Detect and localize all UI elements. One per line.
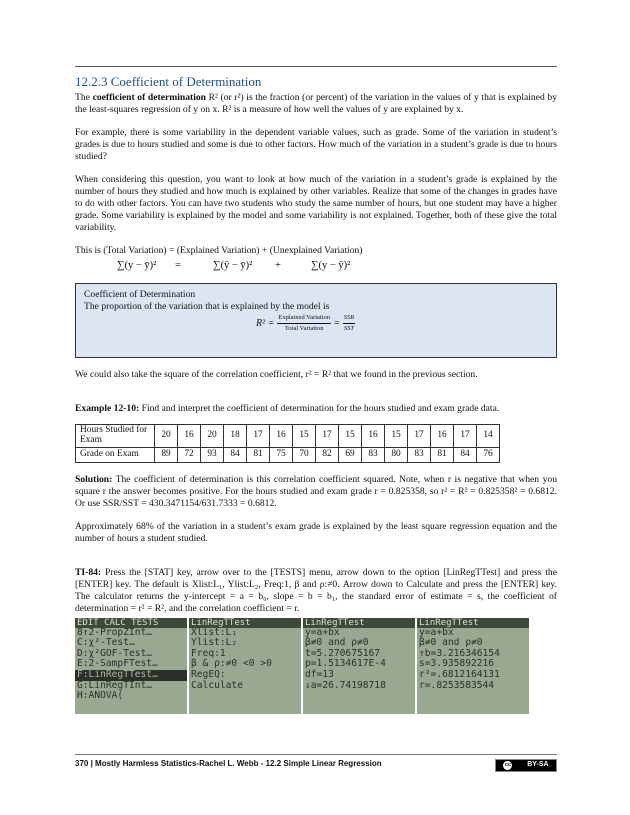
- calculator-screen-linregttest-input: LinRegTTest Xlist:L₁ Ylist:L₂ Freq:1 β & ρ:≠0 <0 >0 RegEQ: Calculate: [189, 618, 301, 714]
- definition-text: The proportion of the variation that is explained by the model is: [84, 301, 330, 313]
- example-statement: Example 12-10: Find and interpret the coefficient of determination for the hours studied and exam grade data.: [75, 403, 500, 415]
- ti84-instructions: TI-84: Press the [STAT] key, arrow over to the [TESTS] menu, arrow down to the option [LinRegTTest] and press the [ENTER] key. The default is Xlist:L₁, Ylist:L₂, Freq:1, β and ρ:≠0. Arrow down to Calculate and press the [ENTER] key. The calculator returns the y-intercept = a = b₀, slope = b = b₁, the standard error of estimate = s, the coefficient of determination = r² = R², and the correlation coefficient = r.: [75, 566, 557, 614]
- footer-text: 370 | Mostly Harmless Statistics-Rachel L. Webb - 12.2 Simple Linear Regression: [75, 759, 382, 768]
- top-rule: [75, 66, 557, 67]
- table-row: Grade on Exam 89 72 93 84 81 75 70 82 69 83 80 83 81 84 76: [76, 447, 500, 462]
- page-content: [75, 66, 557, 714]
- row-header-hours: Hours Studied for Exam: [76, 425, 155, 448]
- calculator-screen-results-1: LinRegTTest y=a+bx β≠0 and ρ≠0 t=5.270675167 p=1.5134617E-4 df=13 ↓a=26.74198718: [303, 618, 415, 714]
- sum-unexplained: ∑(y − ŷ)²: [311, 260, 351, 272]
- calculator-screen-tests-menu: EDIT CALC TESTS 8↑2-PropZInt… C:χ²-Test… D:χ²GOF-Test… E:2-SampFTest… F:LinRegTTest… G:LinRegTInt… H:ANOVA(: [75, 618, 187, 714]
- sum-equals: =: [175, 260, 181, 272]
- formula-fraction-ssr-sst: $\frac{\text{SSR}}{\text{SST}}$: [343, 314, 355, 333]
- sum-of-squares-equation: [75, 259, 557, 272]
- data-table: [75, 424, 500, 463]
- page-footer: [75, 754, 557, 769]
- section-title: 12.2.3 Coefficient of Determination: [75, 74, 262, 89]
- cc-license-badge: [495, 759, 557, 772]
- definition-title: Coefficient of Determination: [84, 289, 196, 301]
- paragraph-variation-equation: This is (Total Variation) = (Explained Variation) + (Unexplained Variation): [75, 245, 363, 257]
- paragraph-example: For example, there is some variability in the dependent variable values, such as grade. Some of the variation in student’s grades is due to hours studied and some is due to other factors. How much of the variation in a student’s grade is due to hours studied?: [75, 127, 557, 163]
- paragraph-considering: When considering this question, you want to look at how much of the variation in a student’s grade is explained by the number of hours they studied and how much is explained by other variables. Realize that some of the changes in grades have to do with other factors. You can have two students who study the same number of hours, but one student may have a higher grade. Some variability is explained by the model and some variability is not explained. Together, both of these give the total variability.: [75, 174, 557, 234]
- sum-plus: +: [275, 260, 281, 272]
- term-bold: coefficient of determination: [92, 92, 206, 104]
- formula-fraction-words: $\frac{\text{Explained Variation}}{\text{Total Variation}}$: [278, 314, 331, 333]
- row-header-grade: Grade on Exam: [76, 447, 155, 462]
- solution-paragraph: Solution: The coefficient of determination is this correlation coefficient squared. Note, when r is negative that when you square r the answer becomes positive. For the hours studied and exam grade r = 0.825358, so r² = R² = 0.825358² = 0.6812. Or use SSR/SST = 430.3471154/631.7333 = 0.6812.: [75, 473, 557, 509]
- license-text: BY-SA: [527, 761, 549, 769]
- formula-equals: =: [334, 317, 340, 329]
- definition-box: [75, 283, 557, 358]
- sum-explained: ∑(ŷ − ȳ)²: [213, 260, 253, 272]
- calculator-screen-results-2: LinRegTTest y=a+bx β≠0 and ρ≠0 ↑b=3.216346154 s=3.935892216 r²=.6812164131 r=.8253583544: [417, 618, 529, 714]
- intro-paragraph: The coefficient of determination R² (or r²) is the fraction (or percent) of the variation in the values of y that is explained by the least-squares regression of y on x. R² is a measure of how well the values of y are explained by x.: [75, 92, 557, 116]
- formula-lhs: R² =: [256, 317, 275, 329]
- interpretation-paragraph: Approximately 68% of the variation in a student’s exam grade is explained by the least square regression equation and the number of hours a student studied.: [75, 520, 557, 544]
- calculator-screens: [75, 618, 557, 714]
- cc-icon: cc: [504, 762, 511, 768]
- table-row: Hours Studied for Exam 20 16 20 18 17 16 15 17 15 16 15 17 16 17 14: [76, 425, 500, 448]
- sum-total: ∑(y − ȳ)²: [117, 260, 157, 272]
- r-squared-formula: [256, 314, 358, 333]
- paragraph-correlation-square: We could also take the square of the correlation coefficient, r² = R² that we found in the previous section.: [75, 369, 478, 381]
